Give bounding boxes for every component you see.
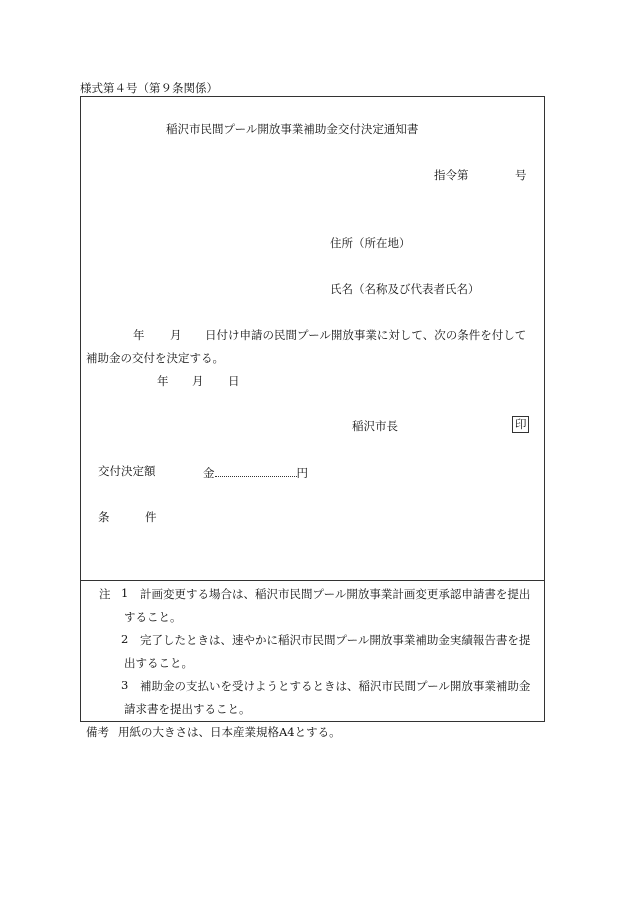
note-3-line1: 補助金の支払いを受けようとするときは、稲沢市民間プール開放事業補助金 <box>140 679 531 693</box>
body-text-line2: 補助金の交付を決定する。 <box>86 351 224 365</box>
conditions-label-2: 件 <box>145 510 157 524</box>
form-frame <box>80 96 545 722</box>
note-3-number: 3 <box>121 678 129 692</box>
remark-label: 備考 <box>86 725 109 739</box>
form-number-label: 様式第４号（第９条関係） <box>80 81 218 95</box>
directive-suffix: 号 <box>515 168 527 182</box>
amount-suffix: 円 <box>296 466 308 480</box>
remark-text: 用紙の大きさは、日本産業規格A4とする。 <box>118 725 341 739</box>
body-text-line1: 日付け申請の民間プール開放事業に対して、次の条件を付して <box>205 328 527 342</box>
notes-divider <box>80 580 545 581</box>
amount-blank <box>215 463 297 477</box>
mayor-label: 稲沢市長 <box>352 419 398 433</box>
amount-field <box>203 463 308 481</box>
notes-label: 注 <box>99 587 111 601</box>
note-2-line2: 出すること。 <box>124 656 193 670</box>
date-day: 日 <box>228 374 240 388</box>
amount-prefix: 金 <box>203 466 215 480</box>
name-label: 氏名（名称及び代表者氏名） <box>330 282 480 296</box>
note-1-line2: すること。 <box>124 610 182 624</box>
note-3-line2: 請求書を提出すること。 <box>124 702 251 716</box>
body-year: 年 <box>133 328 145 342</box>
note-2-number: 2 <box>121 632 129 646</box>
address-label: 住所（所在地） <box>330 236 411 250</box>
note-2-line1: 完了したときは、速やかに稲沢市民間プール開放事業補助金実績報告書を提 <box>140 633 531 647</box>
note-1-line1: 計画変更する場合は、稲沢市民間プール開放事業計画変更承認申請書を提出 <box>140 587 531 601</box>
body-month: 月 <box>170 328 182 342</box>
note-1-number: 1 <box>121 586 129 600</box>
directive-prefix: 指令第 <box>434 168 469 182</box>
seal-mark: 印 <box>512 416 529 433</box>
document-title: 稲沢市民間プール開放事業補助金交付決定通知書 <box>166 122 419 136</box>
date-month: 月 <box>192 374 204 388</box>
date-year: 年 <box>157 374 169 388</box>
amount-label: 交付決定額 <box>98 464 156 478</box>
conditions-label-1: 条 <box>98 510 110 524</box>
